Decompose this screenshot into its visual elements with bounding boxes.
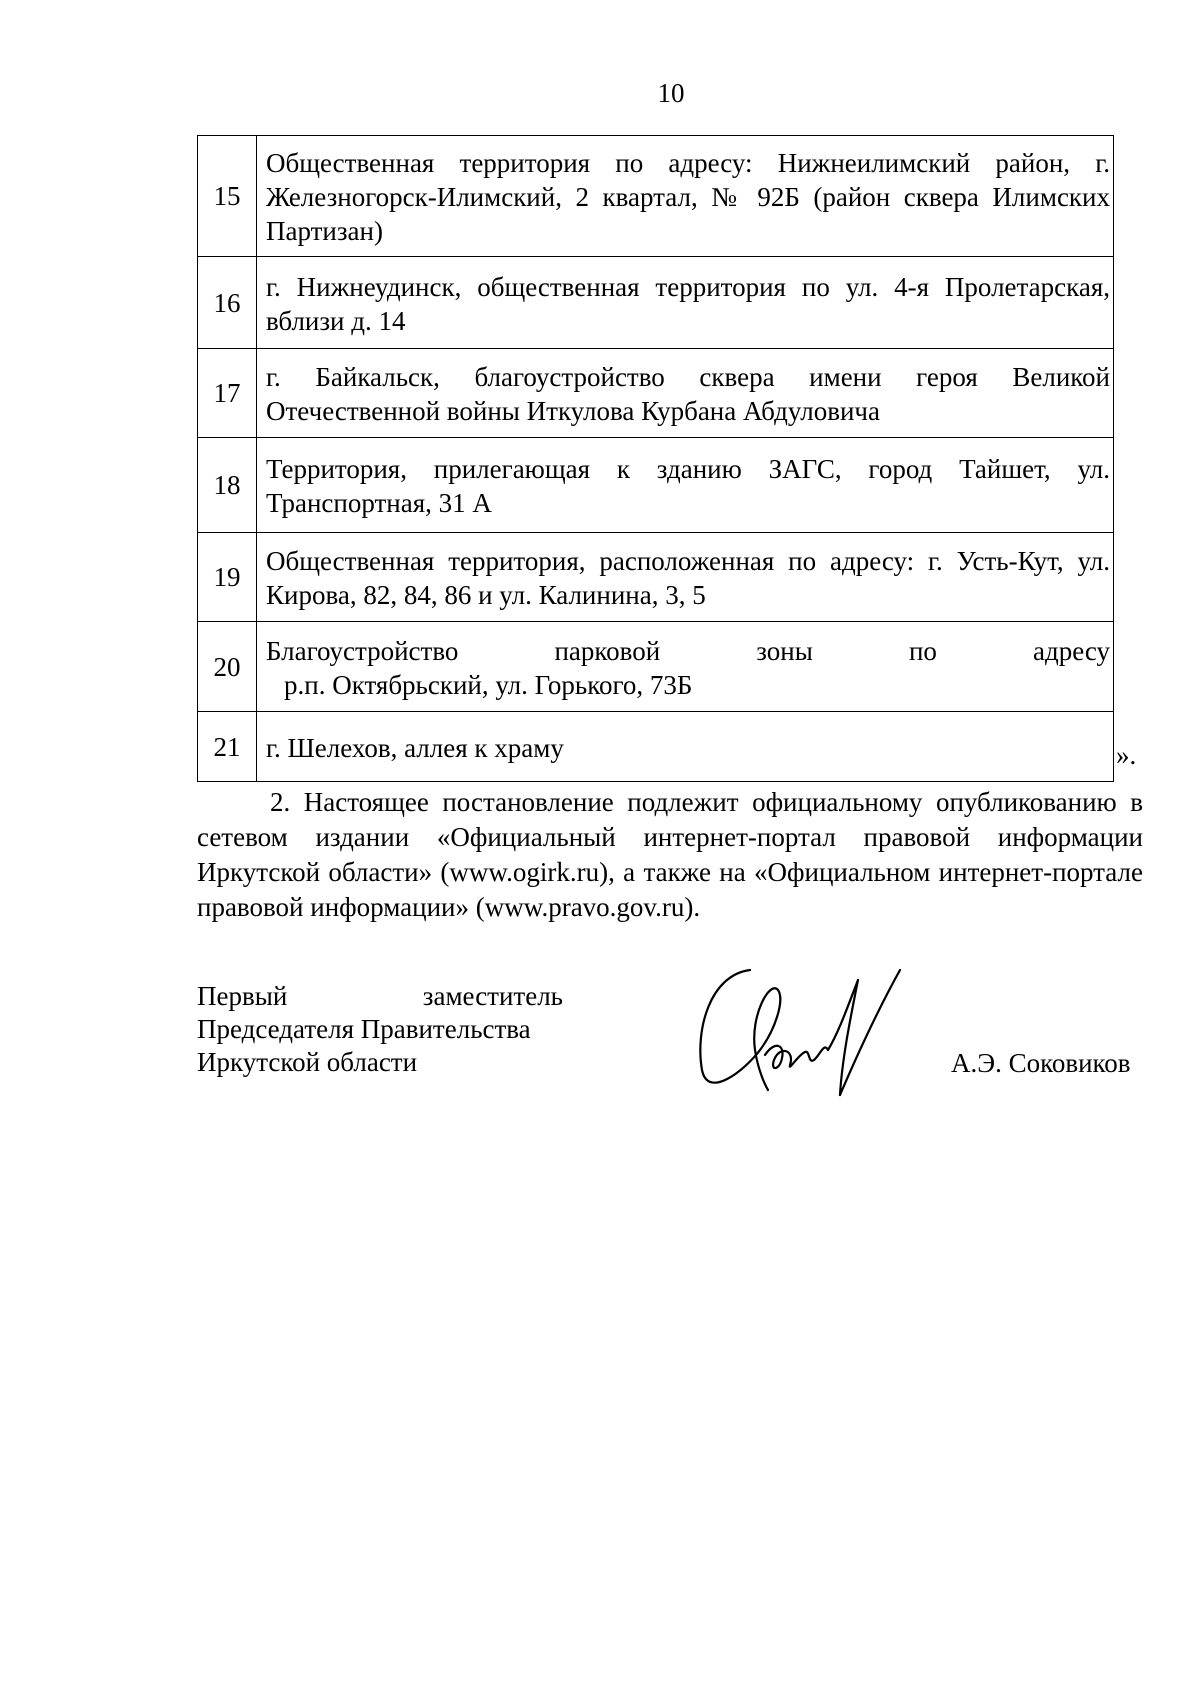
row-text: г. Байкальск, благоустройство сквера имени героя Великой Отечественной войны Иткулова Курбана Абдуловича <box>257 349 1114 438</box>
row-number: 17 <box>198 349 257 438</box>
page-number: 10 <box>657 78 685 108</box>
signer-name: А.Э. Соковиков <box>951 1048 1131 1078</box>
row-text: г. Нижнеудинск, общественная территория по ул. 4-я Пролетарская, вблизи д. 14 <box>257 257 1114 349</box>
table-row <box>198 438 1114 533</box>
signer-title-line: Председателя Правительства <box>197 1014 531 1044</box>
handwritten-signature <box>690 960 930 1110</box>
row-number: 20 <box>198 622 257 712</box>
table-row <box>198 349 1114 438</box>
table-row <box>198 533 1114 622</box>
signer-title-line: Иркутской области <box>197 1047 418 1077</box>
table-row <box>198 622 1114 712</box>
table-row <box>198 257 1114 349</box>
row-number: 15 <box>198 136 257 257</box>
row-number: 19 <box>198 533 257 622</box>
row-number: 16 <box>198 257 257 349</box>
signer-title-line: Первый заместитель <box>197 981 563 1011</box>
row-text: Общественная территория, расположенная по адресу: г. Усть-Кут, ул. Кирова, 82, 84, 86 и ул. Калинина, 3, 5 <box>257 533 1114 622</box>
closing-quote: ». <box>1116 740 1137 770</box>
table-row <box>198 136 1114 257</box>
row-number: 21 <box>198 712 257 782</box>
row-text: г. Шелехов, аллея к храму <box>257 712 1114 782</box>
row-text: Общественная территория по адресу: Нижнеилимский район, г. Железногорск-Илимский, 2 квартал, № 92Б (район сквера Илимских Партизан) <box>257 136 1114 257</box>
row-text: Территория, прилегающая к зданию ЗАГС, город Тайшет, ул. Транспортная, 31 А <box>257 438 1114 533</box>
row-text-line: Благоустройство парковой зоны по адресу <box>266 635 1110 666</box>
signer-title <box>197 980 563 1079</box>
row-number: 18 <box>198 438 257 533</box>
table-row <box>198 712 1114 782</box>
publication-paragraph: 2. Настоящее постановление подлежит официальному опубликованию в сетевом издании «Официальный интернет-портал правовой информации Иркутской области» (www.ogirk.ru), а также на «Официальном интернет-портале правовой информации» (www.pravo.gov.ru). <box>197 787 1143 922</box>
row-text <box>257 622 1114 712</box>
row-text-line: р.п. Октябрьский, ул. Горького, 73Б <box>284 669 693 700</box>
territories-table <box>197 135 1114 782</box>
